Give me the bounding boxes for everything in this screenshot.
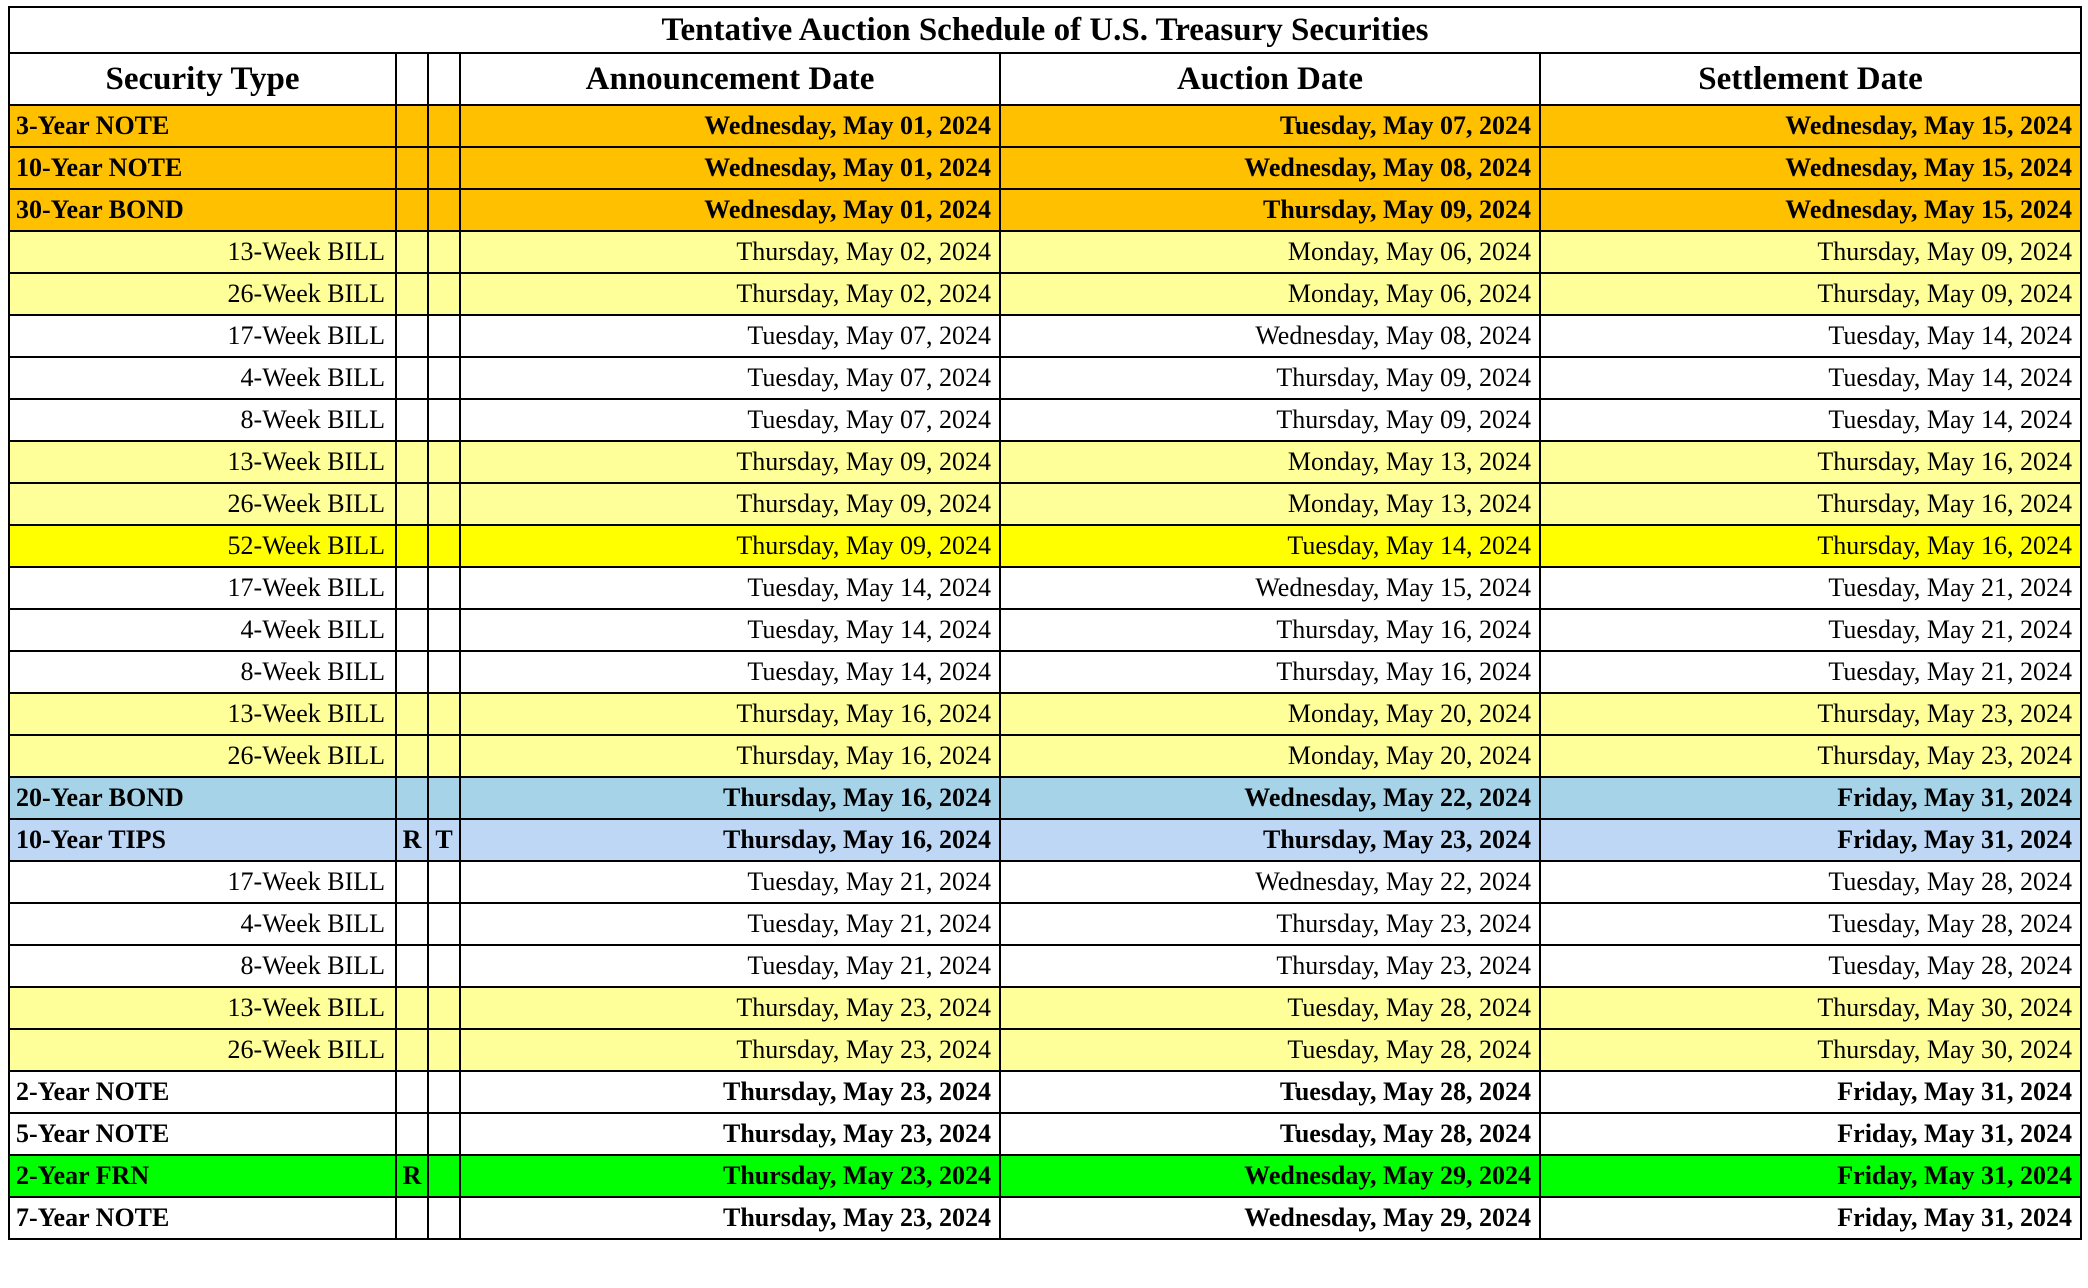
flag-2-cell — [428, 945, 460, 987]
table-row — [9, 189, 2081, 231]
announcement-date-cell: Wednesday, May 01, 2024 — [460, 147, 1000, 189]
settlement-date-cell: Friday, May 31, 2024 — [1540, 1155, 2081, 1197]
flag-2-cell — [428, 441, 460, 483]
auction-date-cell: Wednesday, May 22, 2024 — [1000, 777, 1540, 819]
flag-2-cell — [428, 357, 460, 399]
announcement-date-cell: Thursday, May 16, 2024 — [460, 735, 1000, 777]
flag-1-cell — [396, 525, 428, 567]
settlement-date-cell: Tuesday, May 21, 2024 — [1540, 651, 2081, 693]
flag-1-cell — [396, 1029, 428, 1071]
announcement-date-cell: Thursday, May 09, 2024 — [460, 525, 1000, 567]
table-row — [9, 399, 2081, 441]
security-type-cell: 52-Week BILL — [9, 525, 396, 567]
flag-1-cell — [396, 735, 428, 777]
security-type-cell: 26-Week BILL — [9, 735, 396, 777]
settlement-date-cell: Thursday, May 16, 2024 — [1540, 441, 2081, 483]
announcement-date-cell: Thursday, May 23, 2024 — [460, 1071, 1000, 1113]
security-type-cell: 20-Year BOND — [9, 777, 396, 819]
flag-2-cell — [428, 777, 460, 819]
security-type-cell: 3-Year NOTE — [9, 105, 396, 147]
table-row — [9, 693, 2081, 735]
settlement-date-cell: Thursday, May 16, 2024 — [1540, 483, 2081, 525]
announcement-date-cell: Thursday, May 23, 2024 — [460, 1197, 1000, 1239]
announcement-date-cell: Tuesday, May 14, 2024 — [460, 567, 1000, 609]
flag-1-cell — [396, 189, 428, 231]
table-row — [9, 735, 2081, 777]
settlement-date-cell: Wednesday, May 15, 2024 — [1540, 147, 2081, 189]
announcement-date-cell: Tuesday, May 14, 2024 — [460, 651, 1000, 693]
flag-1-cell — [396, 861, 428, 903]
flag-1-cell — [396, 651, 428, 693]
table-row — [9, 777, 2081, 819]
auction-date-cell: Tuesday, May 07, 2024 — [1000, 105, 1540, 147]
flag-1-cell — [396, 777, 428, 819]
flag-1-cell: R — [396, 819, 428, 861]
header-flag-1 — [396, 53, 428, 105]
flag-1-cell — [396, 399, 428, 441]
flag-1-cell — [396, 1197, 428, 1239]
settlement-date-cell: Thursday, May 09, 2024 — [1540, 231, 2081, 273]
flag-2-cell — [428, 567, 460, 609]
announcement-date-cell: Thursday, May 16, 2024 — [460, 693, 1000, 735]
announcement-date-cell: Tuesday, May 21, 2024 — [460, 861, 1000, 903]
settlement-date-cell: Wednesday, May 15, 2024 — [1540, 105, 2081, 147]
auction-date-cell: Thursday, May 16, 2024 — [1000, 609, 1540, 651]
settlement-date-cell: Tuesday, May 14, 2024 — [1540, 399, 2081, 441]
announcement-date-cell: Thursday, May 23, 2024 — [460, 1155, 1000, 1197]
security-type-cell: 13-Week BILL — [9, 693, 396, 735]
flag-2-cell — [428, 525, 460, 567]
auction-date-cell: Thursday, May 09, 2024 — [1000, 357, 1540, 399]
table-row — [9, 567, 2081, 609]
announcement-date-cell: Tuesday, May 21, 2024 — [460, 903, 1000, 945]
auction-schedule-table — [8, 6, 2082, 1240]
announcement-date-cell: Wednesday, May 01, 2024 — [460, 189, 1000, 231]
announcement-date-cell: Thursday, May 23, 2024 — [460, 1113, 1000, 1155]
settlement-date-cell: Thursday, May 09, 2024 — [1540, 273, 2081, 315]
header-security-type: Security Type — [9, 53, 396, 105]
auction-date-cell: Monday, May 06, 2024 — [1000, 231, 1540, 273]
announcement-date-cell: Tuesday, May 07, 2024 — [460, 315, 1000, 357]
auction-date-cell: Wednesday, May 08, 2024 — [1000, 147, 1540, 189]
flag-2-cell — [428, 903, 460, 945]
table-row — [9, 273, 2081, 315]
schedule-rows — [9, 105, 2081, 1239]
settlement-date-cell: Thursday, May 30, 2024 — [1540, 987, 2081, 1029]
security-type-cell: 5-Year NOTE — [9, 1113, 396, 1155]
announcement-date-cell: Tuesday, May 07, 2024 — [460, 357, 1000, 399]
flag-1-cell — [396, 567, 428, 609]
header-settlement-date: Settlement Date — [1540, 53, 2081, 105]
flag-2-cell — [428, 1197, 460, 1239]
announcement-date-cell: Thursday, May 02, 2024 — [460, 273, 1000, 315]
flag-2-cell — [428, 987, 460, 1029]
flag-2-cell — [428, 483, 460, 525]
flag-2-cell — [428, 651, 460, 693]
flag-1-cell — [396, 315, 428, 357]
security-type-cell: 10-Year TIPS — [9, 819, 396, 861]
header-row — [9, 53, 2081, 105]
announcement-date-cell: Thursday, May 09, 2024 — [460, 441, 1000, 483]
auction-date-cell: Monday, May 20, 2024 — [1000, 735, 1540, 777]
auction-date-cell: Thursday, May 16, 2024 — [1000, 651, 1540, 693]
auction-date-cell: Thursday, May 23, 2024 — [1000, 819, 1540, 861]
flag-1-cell — [396, 273, 428, 315]
table-row — [9, 105, 2081, 147]
flag-1-cell — [396, 441, 428, 483]
security-type-cell: 30-Year BOND — [9, 189, 396, 231]
auction-date-cell: Tuesday, May 28, 2024 — [1000, 1029, 1540, 1071]
flag-2-cell — [428, 735, 460, 777]
flag-2-cell — [428, 1071, 460, 1113]
header-announcement-date: Announcement Date — [460, 53, 1000, 105]
auction-date-cell: Monday, May 20, 2024 — [1000, 693, 1540, 735]
settlement-date-cell: Tuesday, May 28, 2024 — [1540, 903, 2081, 945]
table-row — [9, 441, 2081, 483]
flag-2-cell — [428, 1113, 460, 1155]
flag-1-cell — [396, 483, 428, 525]
flag-2-cell — [428, 1155, 460, 1197]
flag-1-cell — [396, 945, 428, 987]
flag-1-cell: R — [396, 1155, 428, 1197]
header-flag-2 — [428, 53, 460, 105]
security-type-cell: 17-Week BILL — [9, 315, 396, 357]
flag-2-cell — [428, 273, 460, 315]
announcement-date-cell: Tuesday, May 14, 2024 — [460, 609, 1000, 651]
auction-date-cell: Thursday, May 09, 2024 — [1000, 399, 1540, 441]
security-type-cell: 2-Year NOTE — [9, 1071, 396, 1113]
flag-1-cell — [396, 357, 428, 399]
security-type-cell: 26-Week BILL — [9, 483, 396, 525]
flag-2-cell — [428, 315, 460, 357]
auction-date-cell: Tuesday, May 28, 2024 — [1000, 1071, 1540, 1113]
flag-1-cell — [396, 105, 428, 147]
flag-2-cell — [428, 1029, 460, 1071]
flag-2-cell: T — [428, 819, 460, 861]
flag-1-cell — [396, 609, 428, 651]
table-row — [9, 483, 2081, 525]
settlement-date-cell: Tuesday, May 14, 2024 — [1540, 357, 2081, 399]
security-type-cell: 17-Week BILL — [9, 861, 396, 903]
flag-2-cell — [428, 399, 460, 441]
flag-1-cell — [396, 903, 428, 945]
announcement-date-cell: Thursday, May 09, 2024 — [460, 483, 1000, 525]
flag-2-cell — [428, 231, 460, 273]
auction-date-cell: Monday, May 13, 2024 — [1000, 441, 1540, 483]
flag-2-cell — [428, 609, 460, 651]
flag-2-cell — [428, 105, 460, 147]
flag-1-cell — [396, 1113, 428, 1155]
table-row — [9, 231, 2081, 273]
table-row — [9, 357, 2081, 399]
security-type-cell: 8-Week BILL — [9, 651, 396, 693]
security-type-cell: 4-Week BILL — [9, 357, 396, 399]
flag-1-cell — [396, 147, 428, 189]
auction-date-cell: Wednesday, May 22, 2024 — [1000, 861, 1540, 903]
table-row — [9, 1197, 2081, 1239]
security-type-cell: 10-Year NOTE — [9, 147, 396, 189]
table-row — [9, 1155, 2081, 1197]
table-row — [9, 945, 2081, 987]
announcement-date-cell: Thursday, May 23, 2024 — [460, 1029, 1000, 1071]
table-row — [9, 987, 2081, 1029]
auction-date-cell: Monday, May 06, 2024 — [1000, 273, 1540, 315]
auction-date-cell: Wednesday, May 29, 2024 — [1000, 1197, 1540, 1239]
announcement-date-cell: Thursday, May 23, 2024 — [460, 987, 1000, 1029]
security-type-cell: 8-Week BILL — [9, 399, 396, 441]
settlement-date-cell: Friday, May 31, 2024 — [1540, 819, 2081, 861]
announcement-date-cell: Thursday, May 02, 2024 — [460, 231, 1000, 273]
auction-date-cell: Thursday, May 23, 2024 — [1000, 945, 1540, 987]
settlement-date-cell: Thursday, May 23, 2024 — [1540, 735, 2081, 777]
settlement-date-cell: Thursday, May 23, 2024 — [1540, 693, 2081, 735]
auction-date-cell: Thursday, May 23, 2024 — [1000, 903, 1540, 945]
settlement-date-cell: Tuesday, May 28, 2024 — [1540, 945, 2081, 987]
announcement-date-cell: Thursday, May 16, 2024 — [460, 777, 1000, 819]
auction-date-cell: Wednesday, May 15, 2024 — [1000, 567, 1540, 609]
settlement-date-cell: Tuesday, May 28, 2024 — [1540, 861, 2081, 903]
table-title: Tentative Auction Schedule of U.S. Treasury Securities — [9, 7, 2081, 53]
settlement-date-cell: Wednesday, May 15, 2024 — [1540, 189, 2081, 231]
security-type-cell: 26-Week BILL — [9, 1029, 396, 1071]
security-type-cell: 26-Week BILL — [9, 273, 396, 315]
announcement-date-cell: Tuesday, May 07, 2024 — [460, 399, 1000, 441]
table-row — [9, 1071, 2081, 1113]
announcement-date-cell: Thursday, May 16, 2024 — [460, 819, 1000, 861]
header-auction-date: Auction Date — [1000, 53, 1540, 105]
auction-date-cell: Monday, May 13, 2024 — [1000, 483, 1540, 525]
flag-2-cell — [428, 147, 460, 189]
table-row — [9, 1113, 2081, 1155]
flag-2-cell — [428, 693, 460, 735]
table-row — [9, 1029, 2081, 1071]
announcement-date-cell: Tuesday, May 21, 2024 — [460, 945, 1000, 987]
settlement-date-cell: Thursday, May 30, 2024 — [1540, 1029, 2081, 1071]
table-row — [9, 609, 2081, 651]
table-row — [9, 861, 2081, 903]
settlement-date-cell: Friday, May 31, 2024 — [1540, 1197, 2081, 1239]
auction-date-cell: Wednesday, May 29, 2024 — [1000, 1155, 1540, 1197]
security-type-cell: 2-Year FRN — [9, 1155, 396, 1197]
security-type-cell: 13-Week BILL — [9, 231, 396, 273]
flag-2-cell — [428, 189, 460, 231]
settlement-date-cell: Friday, May 31, 2024 — [1540, 777, 2081, 819]
settlement-date-cell: Friday, May 31, 2024 — [1540, 1113, 2081, 1155]
security-type-cell: 8-Week BILL — [9, 945, 396, 987]
announcement-date-cell: Wednesday, May 01, 2024 — [460, 105, 1000, 147]
auction-date-cell: Tuesday, May 14, 2024 — [1000, 525, 1540, 567]
table-row — [9, 147, 2081, 189]
settlement-date-cell: Tuesday, May 14, 2024 — [1540, 315, 2081, 357]
table-row — [9, 819, 2081, 861]
auction-date-cell: Wednesday, May 08, 2024 — [1000, 315, 1540, 357]
flag-2-cell — [428, 861, 460, 903]
auction-date-cell: Thursday, May 09, 2024 — [1000, 189, 1540, 231]
settlement-date-cell: Tuesday, May 21, 2024 — [1540, 567, 2081, 609]
settlement-date-cell: Thursday, May 16, 2024 — [1540, 525, 2081, 567]
table-row — [9, 903, 2081, 945]
auction-date-cell: Tuesday, May 28, 2024 — [1000, 987, 1540, 1029]
security-type-cell: 17-Week BILL — [9, 567, 396, 609]
flag-1-cell — [396, 1071, 428, 1113]
table-row — [9, 315, 2081, 357]
flag-1-cell — [396, 987, 428, 1029]
flag-1-cell — [396, 231, 428, 273]
settlement-date-cell: Tuesday, May 21, 2024 — [1540, 609, 2081, 651]
table-row — [9, 651, 2081, 693]
table-row — [9, 525, 2081, 567]
security-type-cell: 4-Week BILL — [9, 609, 396, 651]
auction-schedule-sheet — [8, 6, 2080, 1240]
security-type-cell: 13-Week BILL — [9, 987, 396, 1029]
auction-date-cell: Tuesday, May 28, 2024 — [1000, 1113, 1540, 1155]
security-type-cell: 4-Week BILL — [9, 903, 396, 945]
security-type-cell: 7-Year NOTE — [9, 1197, 396, 1239]
security-type-cell: 13-Week BILL — [9, 441, 396, 483]
settlement-date-cell: Friday, May 31, 2024 — [1540, 1071, 2081, 1113]
flag-1-cell — [396, 693, 428, 735]
